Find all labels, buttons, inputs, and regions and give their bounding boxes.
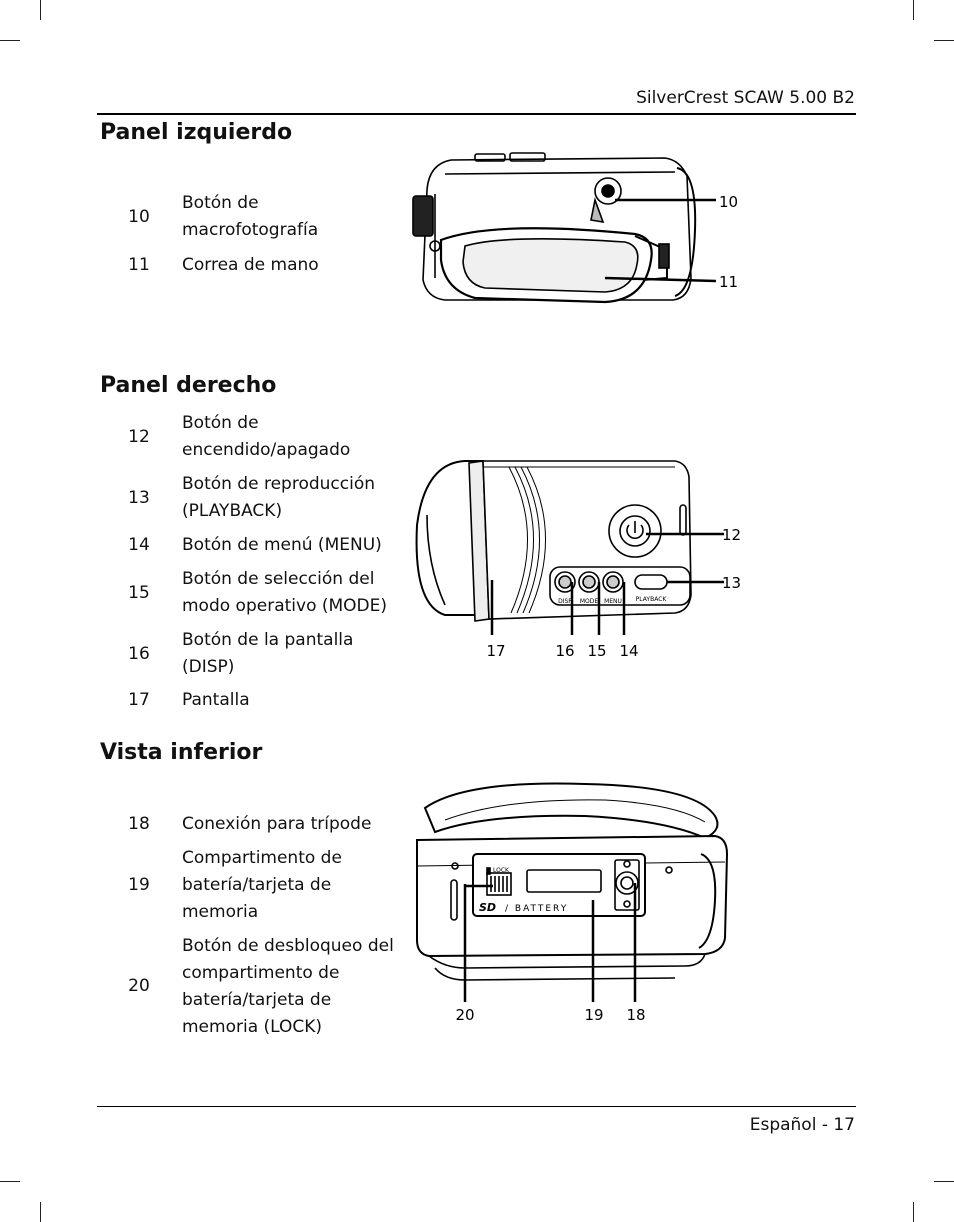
button-label-disp: DISP xyxy=(558,598,572,605)
callout-label: 10 xyxy=(719,193,739,211)
item-text-line: macrofotografía xyxy=(182,220,319,240)
callout-label: 20 xyxy=(455,1006,475,1024)
callout-label: 19 xyxy=(584,1006,604,1024)
crop-mark xyxy=(913,1202,914,1222)
item-text-line: modo operativo (MODE) xyxy=(182,596,388,616)
crop-mark xyxy=(0,40,20,41)
crop-mark xyxy=(0,1181,20,1182)
item-text-line: Conexión para trípode xyxy=(182,814,372,834)
callout-label: 18 xyxy=(626,1006,646,1024)
item-number: 12 xyxy=(128,427,150,447)
item-text-line: Botón de selección del xyxy=(182,569,375,589)
header-rule xyxy=(97,113,856,115)
camera-bottom-view-figure xyxy=(405,770,765,1030)
lock-label: LOCK xyxy=(493,867,509,874)
item-number: 17 xyxy=(128,690,150,710)
item-text-line: Correa de mano xyxy=(182,255,319,275)
callout-label: 13 xyxy=(722,574,742,592)
crop-mark xyxy=(934,40,954,41)
list-item xyxy=(100,566,400,620)
list-item xyxy=(100,933,400,1041)
item-text-line: compartimento de xyxy=(182,963,340,983)
item-number: 14 xyxy=(128,535,150,555)
item-text-line: memoria (LOCK) xyxy=(182,1017,323,1037)
list-item xyxy=(100,532,400,559)
callout-label: 17 xyxy=(486,642,506,660)
item-number: 19 xyxy=(128,875,150,895)
item-number: 15 xyxy=(128,583,150,603)
button-label-menu: MENU xyxy=(604,598,622,605)
item-text-line: Pantalla xyxy=(182,690,250,710)
section-title-right-panel: Panel derecho xyxy=(100,373,277,398)
crop-mark xyxy=(40,1202,41,1222)
callout-label: 14 xyxy=(619,642,639,660)
crop-mark xyxy=(913,0,914,20)
section-title-left-panel: Panel izquierdo xyxy=(100,120,293,145)
sd-logo-icon: SD xyxy=(479,901,497,914)
battery-label: / BATTERY xyxy=(505,904,569,914)
callout-label: 11 xyxy=(719,273,739,291)
section-title-bottom-view: Vista inferior xyxy=(100,740,263,765)
item-text-line: encendido/apagado xyxy=(182,440,351,460)
button-label-playback: PLAYBACK xyxy=(635,596,667,603)
item-text-line: Botón de xyxy=(182,413,259,433)
item-text-line: (DISP) xyxy=(182,657,235,677)
item-number: 13 xyxy=(128,488,150,508)
item-text-line: (PLAYBACK) xyxy=(182,501,283,521)
camera-left-side-figure xyxy=(405,150,765,315)
item-text-line: memoria xyxy=(182,902,259,922)
list-item xyxy=(100,410,400,464)
document-header-title: SilverCrest SCAW 5.00 B2 xyxy=(636,88,855,108)
list-item xyxy=(100,687,400,714)
item-number: 10 xyxy=(128,207,150,227)
camera-right-side-figure xyxy=(405,455,765,665)
list-item xyxy=(100,252,400,279)
item-number: 11 xyxy=(128,255,150,275)
list-item xyxy=(100,845,400,926)
crop-mark xyxy=(40,0,41,20)
list-item xyxy=(100,811,400,838)
item-number: 20 xyxy=(128,976,150,996)
item-text-line: batería/tarjeta de xyxy=(182,990,332,1010)
item-number: 16 xyxy=(128,644,150,664)
callout-label: 16 xyxy=(555,642,575,660)
item-text-line: Compartimento de xyxy=(182,848,342,868)
callout-label: 15 xyxy=(587,642,607,660)
item-text-line: Botón de menú (MENU) xyxy=(182,535,382,555)
item-text-line: Botón de desbloqueo del xyxy=(182,936,394,956)
item-text-line: batería/tarjeta de xyxy=(182,875,332,895)
item-text-line: Botón de la pantalla xyxy=(182,630,354,650)
item-text-line: Botón de xyxy=(182,193,259,213)
list-item xyxy=(100,471,400,525)
item-number: 18 xyxy=(128,814,150,834)
list-item xyxy=(100,190,400,244)
list-item xyxy=(100,627,400,681)
crop-mark xyxy=(934,1181,954,1182)
page-footer: Español - 17 xyxy=(749,1115,855,1135)
item-text-line: Botón de reproducción xyxy=(182,474,376,494)
callout-label: 12 xyxy=(722,526,742,544)
footer-rule xyxy=(97,1106,856,1107)
button-label-mode: MODE xyxy=(579,598,599,605)
